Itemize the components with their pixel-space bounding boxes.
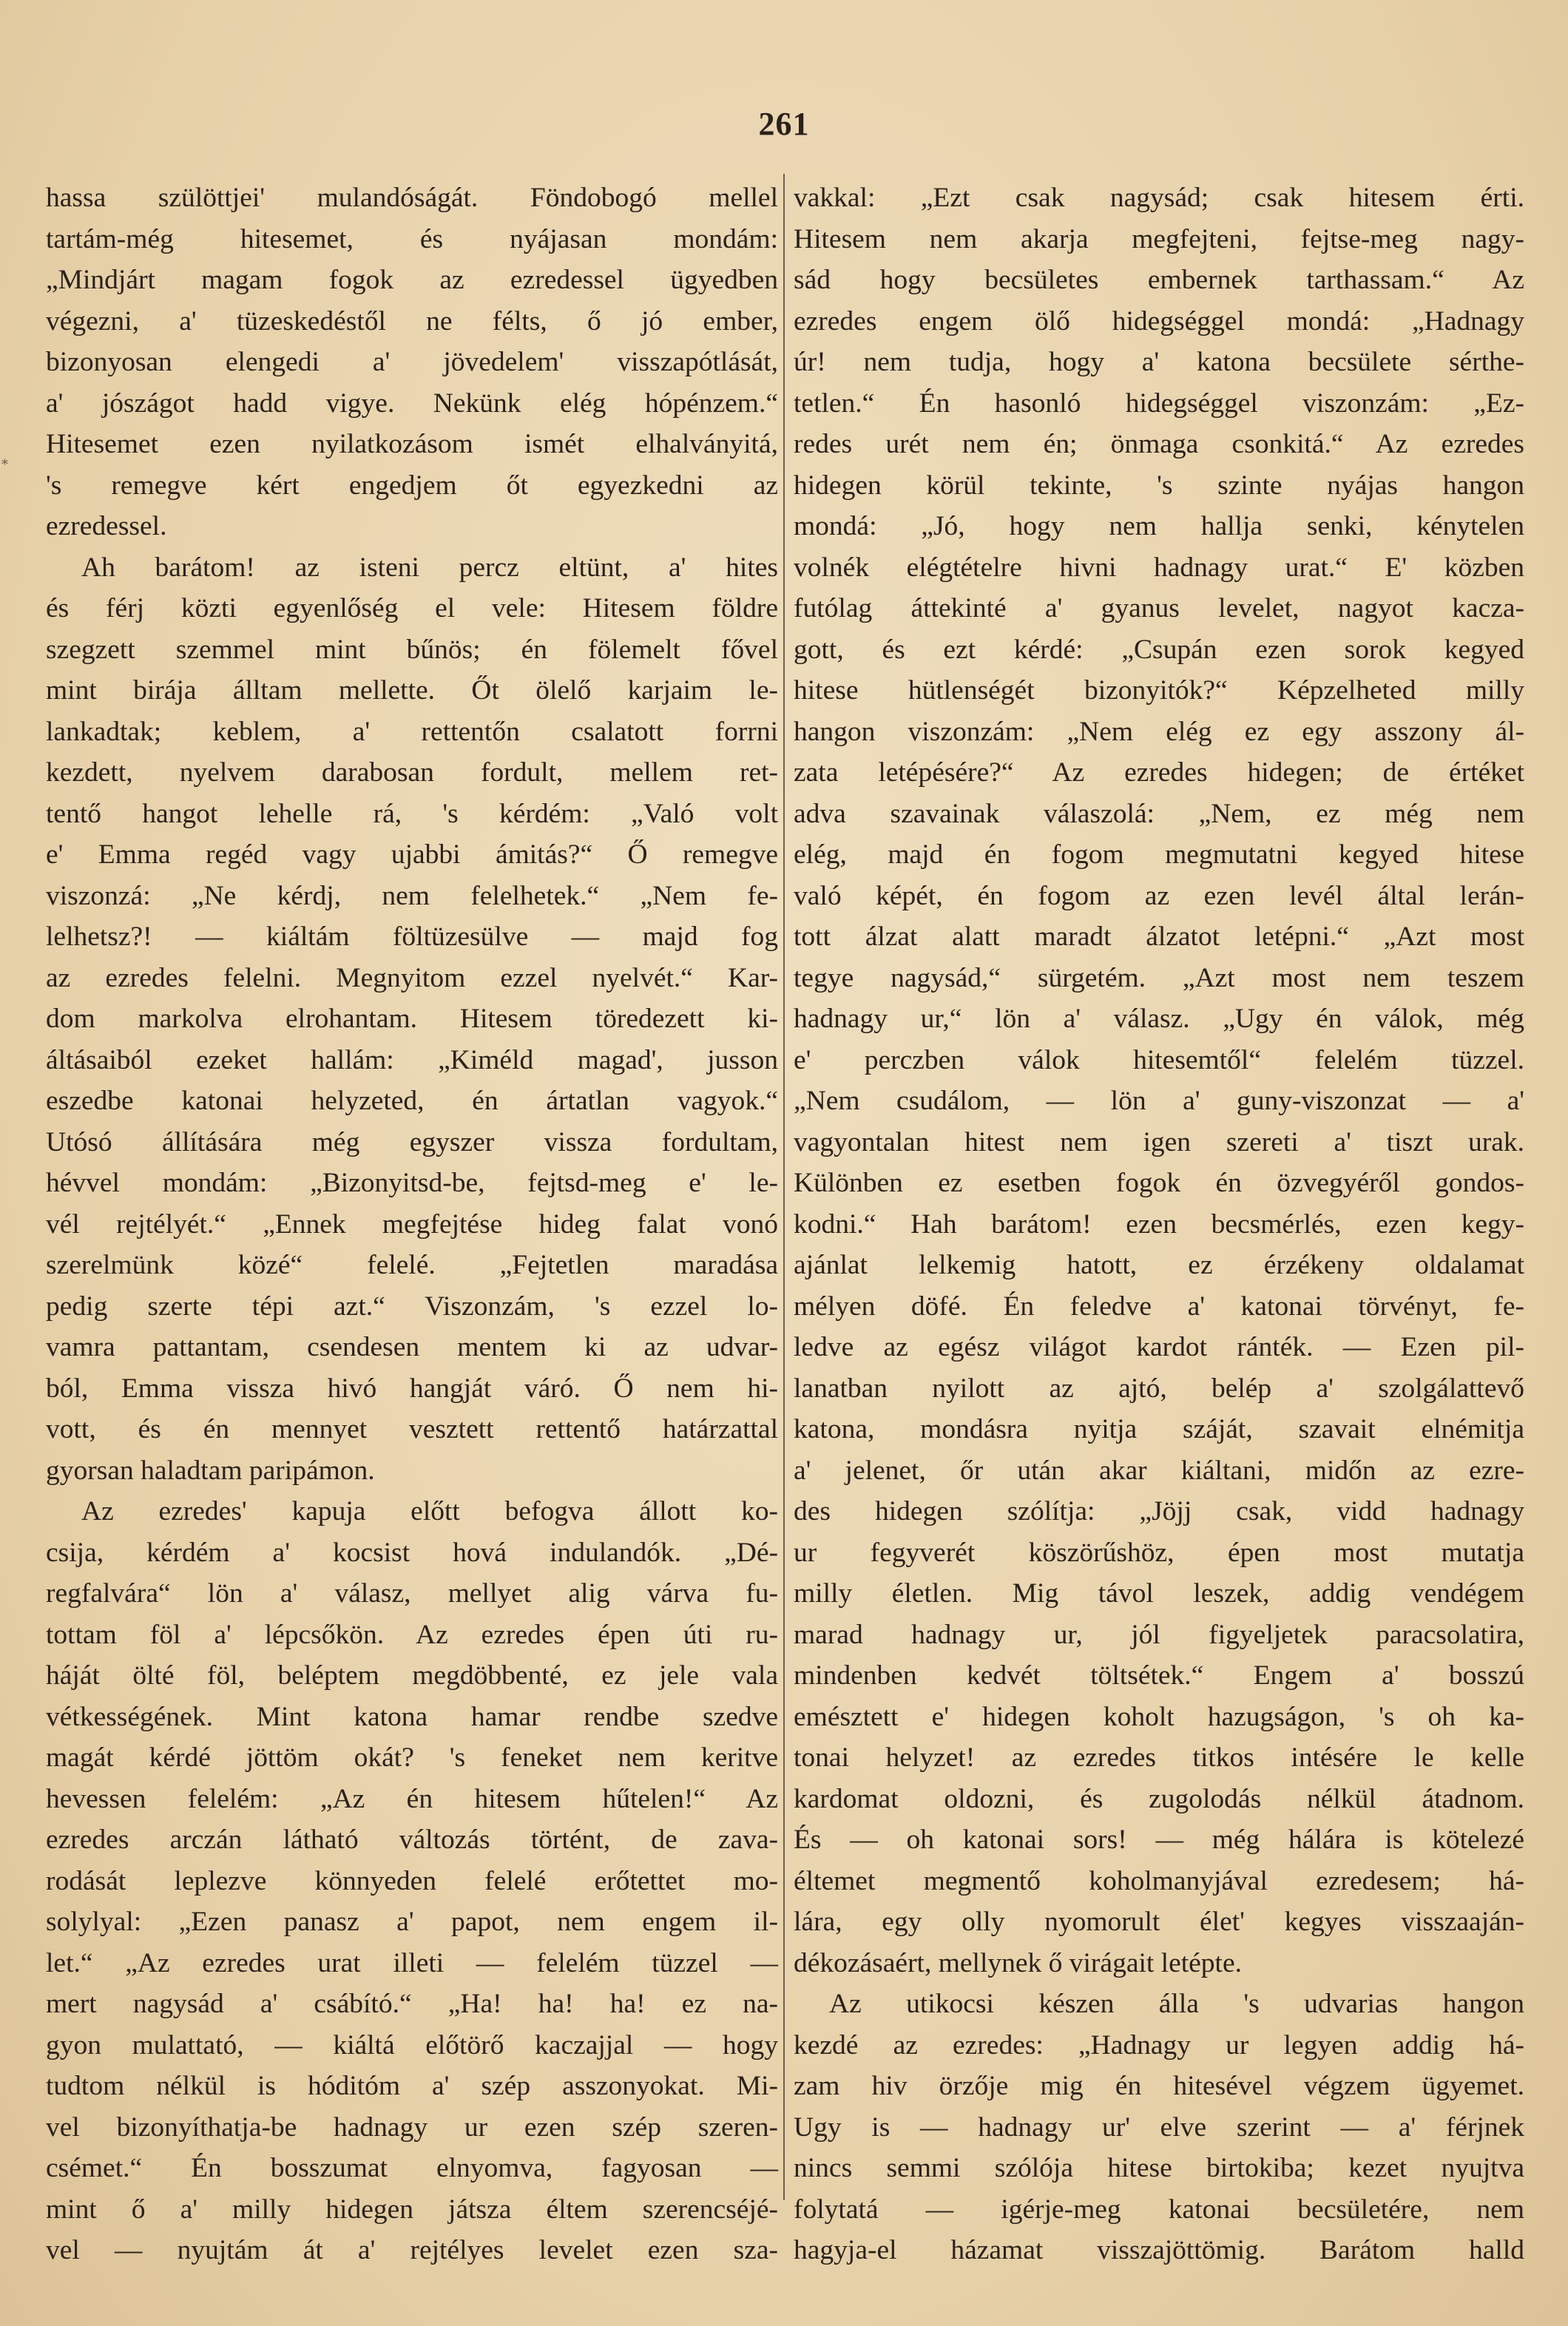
text-line: vott, és én mennyet vesztett rettentő határzattal <box>46 1414 778 1444</box>
text-line: futólag áttekinté a' gyanus levelet, nagyot kacza- <box>794 593 1524 623</box>
text-line: csémet.“ Én bosszumat elnyomva, fagyosan — <box>46 2153 778 2183</box>
text-line: hévvel mondám: „Bizonyitsd-be, fejtsd-meg e' le- <box>46 1168 778 1198</box>
text-line: des hidegen szólítja: „Jöjj csak, vidd hadnagy <box>794 1496 1524 1527</box>
text-line: vel bizonyíthatja-be hadnagy ur ezen szép szeren- <box>46 2112 778 2143</box>
text-line: hagyja-el házamat visszajöttömig. Barátom halld <box>794 2235 1524 2265</box>
text-line: viszonzá: „Ne kérdj, nem felelhetek.“ „Nem fe- <box>46 880 778 911</box>
text-line: Az utikocsi készen álla 's udvarias hangon <box>829 1989 1524 2019</box>
text-line: éltemet megmentő koholmanyjával ezredesem; há- <box>794 1865 1524 1896</box>
text-line: ledve az egész világot kardot ránték. — Ezen pil- <box>794 1332 1524 1362</box>
text-line: és férj közti egyenlőség el vele: Hitesem földre <box>46 593 778 623</box>
text-line: tentő hangot lehelle rá, 's kérdém: „Való volt <box>46 798 778 829</box>
text-line: kardomat oldozni, és zugolodás nélkül átadnom. <box>794 1783 1524 1814</box>
column-divider <box>783 174 785 2200</box>
text-line: tetlen.“ Én hasonló hidegséggel viszonzám: „Ez- <box>794 388 1524 419</box>
text-line: gyon mulattató, — kiáltá előtörő kaczajjal — hogy <box>46 2029 778 2060</box>
text-line: rodását leplezve könnyeden felelé erőtettet mo- <box>46 1865 778 1896</box>
text-line: ezredes engem ölő hidegséggel mondá: „Hadnagy <box>794 305 1524 337</box>
margin-mark: * <box>1 457 8 473</box>
text-line: regfalvára“ lön a' válasz, mellyet alig várva fu- <box>46 1578 778 1609</box>
text-line: háját ölté föl, beléptem megdöbbenté, ez jele vala <box>46 1660 778 1691</box>
text-line: pedig szerte tépi azt.“ Viszonzám, 's ezzel lo- <box>46 1291 778 1322</box>
text-line: ból, Emma vissza hivó hangját váró. Ő nem hi- <box>46 1373 778 1404</box>
text-line: ezredes arczán látható változás történt, de zava- <box>46 1825 778 1855</box>
text-line: mélyen döfé. Én feledve a' katonai törvényt, fe- <box>794 1291 1524 1322</box>
text-line: tonai helyzet! az ezredes titkos intésére le kelle <box>794 1742 1524 1773</box>
text-line: való képét, én fogom az ezen levél által lerán- <box>794 880 1524 911</box>
text-line: magát kérdé jöttöm okát? 's feneket nem keritve <box>46 1742 778 1773</box>
text-line: Utósó állítására még egyszer vissza fordultam, <box>46 1126 778 1157</box>
text-line: vamra pattantam, csendesen mentem ki az udvar- <box>46 1332 778 1362</box>
text-line: marad hadnagy ur, jól figyeljetek paracsolatira, <box>794 1619 1524 1650</box>
text-line: úr! nem tudja, hogy a' katona becsülete sérthe- <box>794 347 1524 377</box>
text-line: bizonyosan elengedi a' jövedelem' visszapótlását, <box>46 347 778 377</box>
text-line: zata letépésére?“ Az ezredes hidegen; de értéket <box>794 757 1524 788</box>
text-line: volnék elégtételre hivni hadnagy urat.“ E' közben <box>794 552 1524 583</box>
text-line: mint ő a' milly hidegen játsza éltem szerencséjé- <box>46 2194 778 2225</box>
text-line: hangon viszonzám: „Nem elég ez egy asszony ál- <box>794 716 1524 747</box>
text-line: 's remegve kért engedjem őt egyezkedni az <box>46 470 778 501</box>
text-line: hitese hütlenségét bizonyitók?“ Képzelheted milly <box>794 675 1524 706</box>
text-line: gott, és ezt kérdé: „Csupán ezen sorok kegyed <box>794 634 1524 665</box>
text-line: Hitesemet ezen nyilatkozásom ismét elhalványitá, <box>46 429 778 459</box>
text-line: tudtom nélkül is hóditóm a' szép asszonyokat. Mi- <box>46 2071 778 2101</box>
text-line: Ah barátom! az isteni percz eltünt, a' hites <box>81 552 778 583</box>
text-line: vagyontalan hitest nem igen szereti a' tiszt urak. <box>794 1126 1524 1157</box>
text-line: lelhetsz?! — kiáltám föltüzesülve — majd fog <box>46 922 778 952</box>
text-line: hevessen felelém: „Az én hitesem hűtelen!“ Az <box>46 1783 778 1814</box>
text-line: szerelmünk közé“ felelé. „Fejtetlen maradása <box>46 1250 778 1280</box>
page-number: 261 <box>758 106 810 142</box>
text-line: Ugy is — hadnagy ur' elve szerint — a' férjnek <box>794 2112 1524 2143</box>
text-line: „Nem csudálom, — lön a' guny-viszonzat — a' <box>794 1086 1524 1116</box>
text-line: lára, egy olly nyomorult élet' kegyes visszaaján- <box>794 1907 1524 1937</box>
text-line: redes urét nem én; önmaga csonkitá.“ Az ezredes <box>794 429 1524 459</box>
text-line: tegye nagysád,“ sürgetém. „Azt most nem teszem <box>794 962 1524 993</box>
text-line: sád hogy becsületes embernek tarthassam.“ Az <box>794 265 1524 295</box>
text-line: eszedbe katonai helyzeted, én ártatlan vagyok.“ <box>46 1086 778 1116</box>
text-line: lanatban nyilott az ajtó, belép a' szolgálattevő <box>794 1373 1524 1404</box>
text-line: mindenben kedvét töltsétek.“ Engem a' bosszú <box>794 1660 1524 1691</box>
text-line: a' jelenet, őr után akar kiáltani, midőn az ezre- <box>794 1455 1524 1486</box>
text-line: csija, kérdém a' kocsist hová indulandók. „Dé- <box>46 1537 778 1568</box>
text-line: adva szavainak válaszolá: „Nem, ez még nem <box>794 798 1524 829</box>
right-column <box>794 178 1524 2271</box>
text-line: végezni, a' tüzeskedéstől ne félts, ő jó ember, <box>46 305 778 337</box>
text-line: Hitesem nem akarja megfejteni, fejtse-meg nagy- <box>794 223 1524 254</box>
text-line: vel — nyujtám át a' rejtélyes levelet ezen sza- <box>46 2235 778 2265</box>
text-line: kodni.“ Hah barátom! ezen becsmérlés, ezen kegy- <box>794 1208 1524 1240</box>
text-line: emésztett e' hidegen koholt hazugságon, 's oh ka- <box>794 1701 1524 1732</box>
text-line: Különben ez esetben fogok én özvegyéről gondos- <box>794 1168 1524 1198</box>
text-line: mint birája álltam mellette. Őt ölelő karjaim le- <box>46 675 778 706</box>
text-line: ajánlat lelkemig hatott, ez érzékeny oldalamat <box>794 1250 1524 1280</box>
text-line: zam hiv örzője mig én hitesével végzem ügyemet. <box>794 2071 1524 2101</box>
text-line: hassa szülöttjei' mulandóságát. Föndobogó mellel <box>46 183 778 213</box>
text-line: let.“ „Az ezredes urat illeti — felelém tüzzel — <box>46 1947 778 1978</box>
text-line: ezredessel. <box>46 511 167 541</box>
text-line: kezdett, nyelvem darabosan fordult, mellem ret- <box>46 757 778 788</box>
text-line: milly életlen. Mig távol leszek, addig vendégem <box>794 1578 1524 1609</box>
text-line: Az ezredes' kapuja előtt befogva állott ko- <box>81 1496 778 1527</box>
text-line: ur fegyverét köszörűshöz, épen most mutatja <box>794 1537 1524 1568</box>
text-line: lankadtak; keblem, a' rettentőn csalatott forrni <box>46 716 778 747</box>
text-line: szegzett szemmel mint bűnös; én fölemelt fővel <box>46 634 778 665</box>
text-line: mondá: „Jó, hogy nem hallja senki, kénytelen <box>794 511 1524 541</box>
text-line: vakkal: „Ezt csak nagysád; csak hitesem érti. <box>794 183 1524 213</box>
left-column <box>46 178 778 2271</box>
text-line: elég, majd én fogom megmutatni kegyed hitese <box>794 839 1524 870</box>
text-line: áltásaiból ezeket hallám: „Kiméld magad', jusson <box>46 1044 778 1075</box>
text-line: solylyal: „Ezen panasz a' papot, nem engem il- <box>46 1907 778 1937</box>
text-line: mert nagysád a' csábító.“ „Ha! ha! ha! ez na- <box>46 1989 778 2019</box>
text-line: nincs semmi szólója hitese birtokiba; kezet nyujtva <box>794 2153 1524 2183</box>
text-line: hidegen körül tekinte, 's szinte nyájas hangon <box>794 470 1524 501</box>
text-line: tottam föl a' lépcsőkön. Az ezredes épen úti ru- <box>46 1619 778 1650</box>
text-line: dékozásaért, mellynek ő virágait letépte. <box>794 1947 1242 1978</box>
text-line: tott álzat alatt maradt álzatot letépni.“ „Azt most <box>794 922 1524 952</box>
text-line: És — oh katonai sors! — még hálára is kötelezé <box>794 1825 1524 1855</box>
text-line: tartám-még hitesemet, és nyájasan mondám: <box>46 223 778 254</box>
text-line: „Mindjárt magam fogok az ezredessel ügyedben <box>46 265 778 295</box>
text-line: a' jószágot hadd vigye. Nekünk elég hópénzem.“ <box>46 388 778 419</box>
text-line: az ezredes felelni. Megnyitom ezzel nyelvét.“ Kar- <box>46 962 778 993</box>
text-line: dom markolva elrohantam. Hitesem töredezett ki- <box>46 1004 778 1034</box>
text-line: hadnagy ur,“ lön a' válasz. „Ugy én válok, még <box>794 1004 1524 1034</box>
text-line: vél rejtélyét.“ „Ennek megfejtése hideg falat vonó <box>46 1208 778 1240</box>
text-line: katona, mondásra nyitja száját, szavait elnémitja <box>794 1414 1524 1444</box>
text-line: gyorsan haladtam paripámon. <box>46 1455 375 1486</box>
text-line: e' Emma regéd vagy ujabbi ámitás?“ Ő remegve <box>46 839 778 870</box>
text-line: kezdé az ezredes: „Hadnagy ur legyen addig há- <box>794 2029 1524 2060</box>
text-line: folytatá — igérje-meg katonai becsületére, nem <box>794 2194 1524 2225</box>
text-line: vétkességének. Mint katona hamar rendbe szedve <box>46 1701 778 1732</box>
text-line: e' perczben válok hitesemtől“ felelém tüzzel. <box>794 1044 1524 1075</box>
